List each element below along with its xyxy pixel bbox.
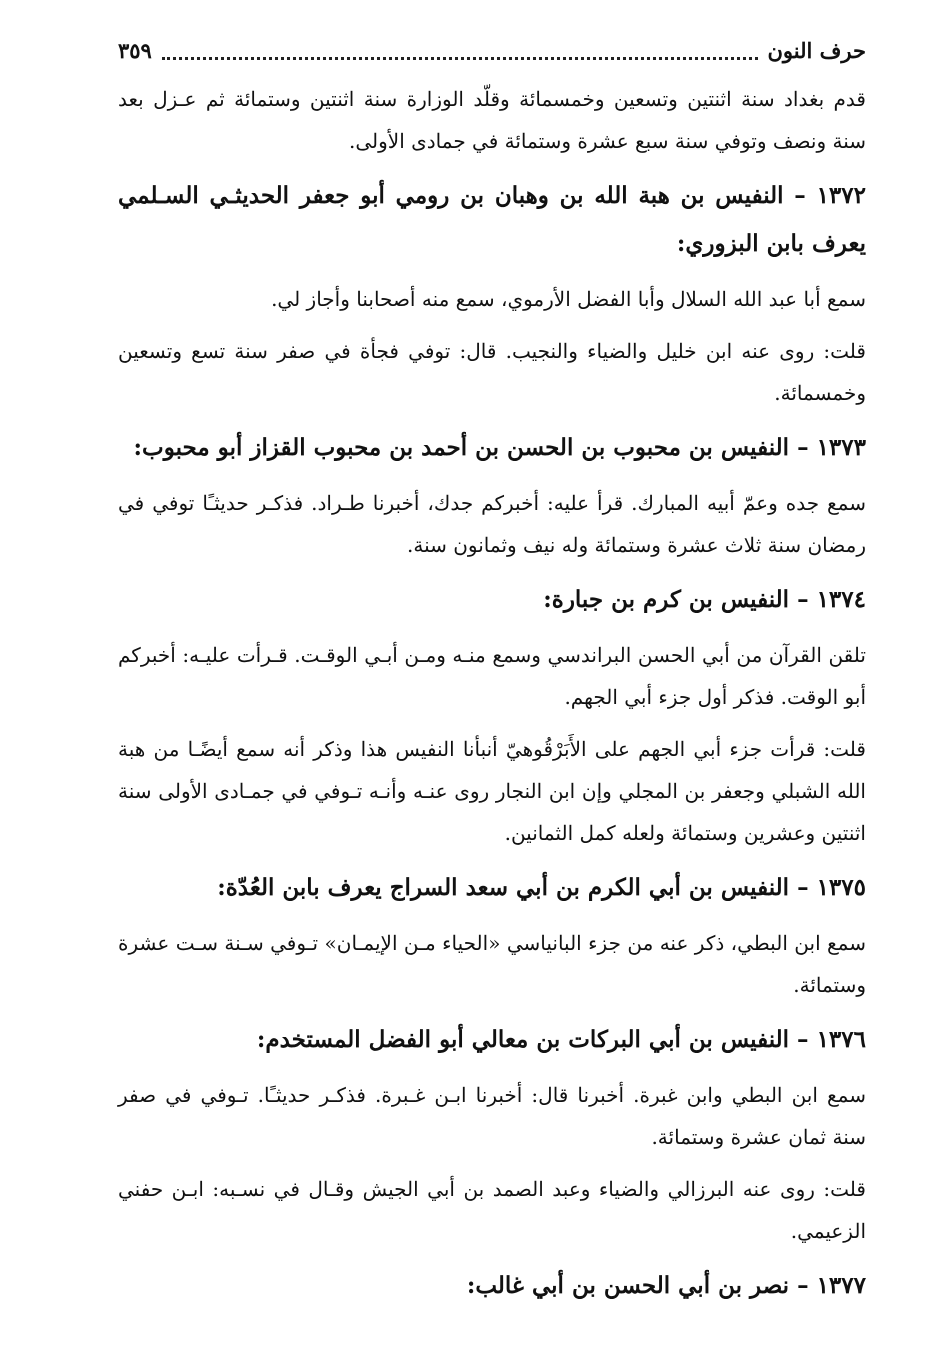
entry-heading-1377: ١٣٧٧ – نصر بن أبي الحسن بن أبي غالب: <box>466 1272 866 1299</box>
paragraph-1373: سمع جده وعمّ أبيه المبارك. قرأ عليه: أخبركم جدك، أخبرنا طـراد. فذكـر حديثـًا توفي في رمضان سنة ثلاث عشرة وستمائة وله نيف وثمانون سنة. <box>118 491 866 557</box>
paragraph-1376-b: قلت: روى عنه البرزالي والضياء وعبد الصمد بن أبي الجيش وقـال في نسـبه: ابـن حفني الزعيمي. <box>118 1177 866 1243</box>
paragraph-1374-a: تلقن القرآن من أبي الحسن البراندسي وسمع منـه ومـن أبـي الوقـت. قـرأت عليـه: أخبركم أبو الوقت. فذكر أول جزء أبي الجهم. <box>118 643 866 709</box>
paragraph-1376-a: سمع ابن البطي وابن غبرة. أخبرنا قال: أخبرنا ابـن غـبرة. فذكـر حديثـًا. تـوفي في صفر سنة ثمان عشرة وستمائة. <box>118 1083 866 1149</box>
paragraph-1375: سمع ابن البطي، ذكر عنه من جزء البانياسي «الحياء مـن الإيمـان» تـوفي سـنة سـت عشرة وستمائة. <box>118 931 866 997</box>
chapter-title: حرف النون <box>767 38 866 63</box>
running-header <box>118 30 866 72</box>
paragraph-1374-b: قلت: قرأت جزء أبي الجهم على الأَبَرْقُوهيّ أنبأنا النفيس هذا وذكر أنه سمع أيضًـا من هبة الله الشبلي وجعفر بن المجلي وإن ابن النجار روى عنـه وأنـه تـوفي في جمـادى الأولى سنة اثنتين وعشرين وستمائة ولعله كمل الثمانين. <box>118 737 866 845</box>
paragraph-continuation: قدم بغداد سنة اثنتين وتسعين وخمسمائة وقلّد الوزارة سنة اثنتين وستمائة ثم عـزل بعد سنة ونصف وتوفي سنة سبع عشرة وستمائة في جمادى الأولى. <box>118 87 866 153</box>
paragraph-1372-b: قلت: روى عنه ابن خليل والضياء والنجيب. قال: توفي فجأة في صفر سنة تسع وتسعين وخمسمائة. <box>118 339 866 405</box>
entry-heading-1375: ١٣٧٥ – النفيس بن أبي الكرم بن أبي سعد السراج يعرف بابن العُدّة: <box>217 874 866 901</box>
entry-heading-1376: ١٣٧٦ – النفيس بن أبي البركات بن معالي أبو الفضل المستخدم: <box>256 1026 866 1053</box>
leader-dots <box>162 43 758 60</box>
page-number: ٣٥٩ <box>118 38 152 63</box>
entry-heading-1373: ١٣٧٣ – النفيس بن محبوب بن الحسن بن أحمد بن محبوب القزاز أبو محبوب: <box>133 434 866 461</box>
page <box>118 30 866 1320</box>
paragraph-1372-a: سمع أبا عبد الله السلال وأبا الفضل الأرموي، سمع منه أصحابنا وأجاز لي. <box>271 287 866 311</box>
entry-heading-1374: ١٣٧٤ – النفيس بن كرم بن جبارة: <box>543 586 866 613</box>
entry-heading-1372: ١٣٧٢ – النفيس بن هبة الله بن وهبان بن رومي أبو جعفر الحديثـي السـلمي يعرف بابن البزوري: <box>118 182 866 257</box>
